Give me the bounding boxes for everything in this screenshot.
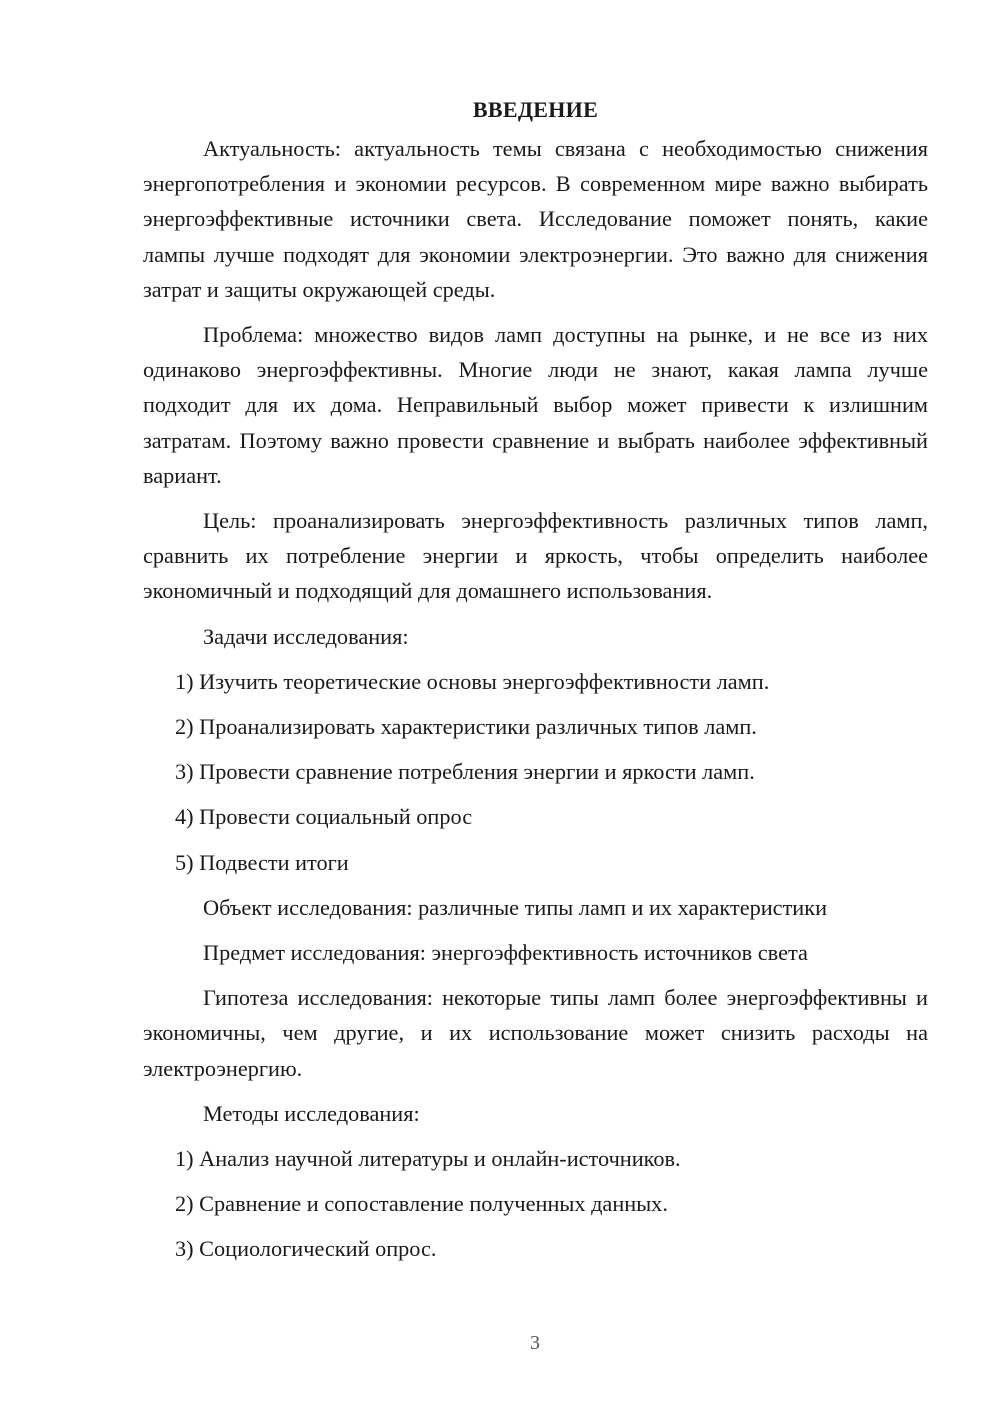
paragraph-relevance: Актуальность: актуальность темы связана с необходимостью снижения энергопотребления и экономии ресурсов. В современном мире важно выбирать энергоэффективные источники света. Исследование поможет понять, какие лампы лучше подходят для экономии электроэнергии. Это важно для снижения затрат и защиты окружающей среды. [143, 136, 928, 302]
task-item: 2) Проанализировать характеристики различных типов ламп. [175, 714, 757, 740]
section-title: ВВЕДЕНИЕ [472, 97, 599, 122]
task-item: 4) Провести социальный опрос [175, 804, 473, 830]
research-subject: Предмет исследования: энергоэффективность источников света [203, 940, 808, 966]
task-item: 1) Изучить теоретические основы энергоэффективности ламп. [175, 668, 770, 694]
page-number: 3 [530, 1332, 540, 1354]
method-item: 1) Анализ научной литературы и онлайн-источников. [175, 1146, 681, 1172]
paragraph-goal: Цель: проанализировать энергоэффективность различных типов ламп, сравнить их потребление энергии и яркость, чтобы определить наиболее экономичный и подходящий для домашнего использования. [143, 508, 928, 604]
task-item: 5) Подвести итоги [175, 849, 349, 875]
method-item: 2) Сравнение и сопоставление полученных данных. [175, 1191, 668, 1217]
tasks-heading: Задачи исследования: [203, 623, 409, 649]
research-object: Объект исследования: различные типы ламп и их характеристики [203, 894, 828, 920]
document-page [143, 92, 928, 1277]
method-item: 3) Социологический опрос. [175, 1236, 437, 1262]
paragraph-hypothesis: Гипотеза исследования: некоторые типы ламп более энергоэффективны и экономичны, чем другие, и их использование может снизить расходы на электроэнергию. [143, 985, 928, 1081]
methods-heading: Методы исследования: [203, 1100, 420, 1126]
task-item: 3) Провести сравнение потребления энергии и яркости ламп. [175, 759, 755, 785]
paragraph-problem: Проблема: множество видов ламп доступны на рынке, и не все из них одинаково энергоэффективны. Многие люди не знают, какая лампа лучше подходит для их дома. Неправильный выбор может привести к излишним затратам. Поэтому важно провести сравнение и выбрать наиболее эффективный вариант. [143, 322, 928, 488]
